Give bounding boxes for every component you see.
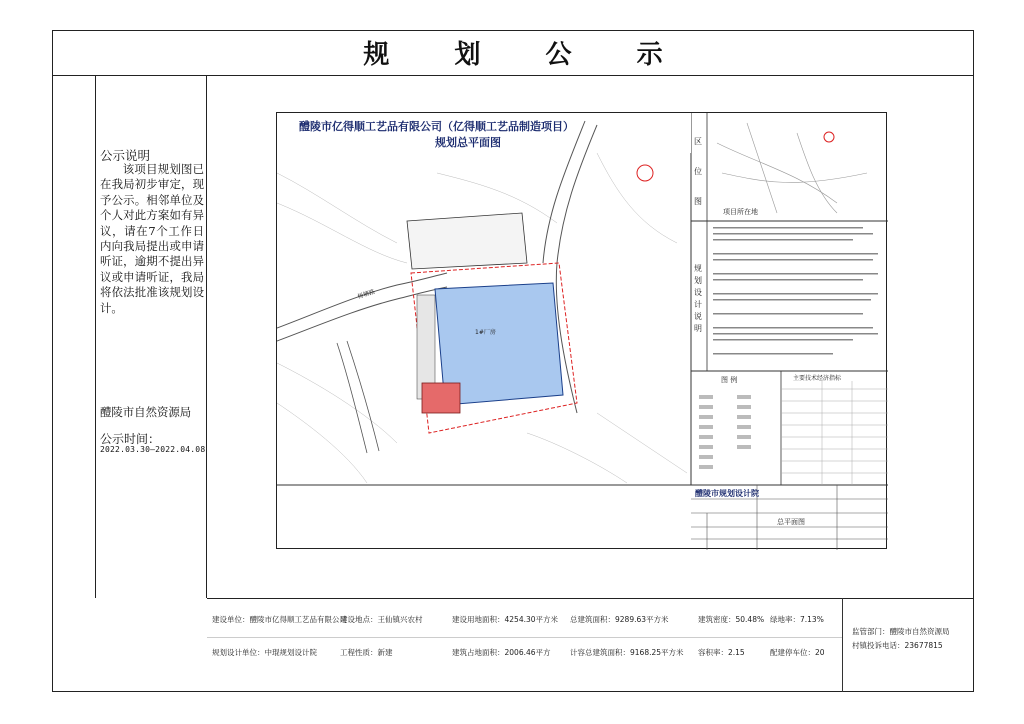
notice-heading: 公示说明 <box>100 148 151 163</box>
sheet-title-line1: 醴陵市亿得顺工艺品有限公司（亿得顺工艺品制造项目） <box>299 120 574 133</box>
supervision-info <box>852 626 950 637</box>
info-field-label: 建设单位： <box>212 615 250 624</box>
info-field-label: 规划设计单位： <box>212 648 265 657</box>
notice-body: 该项目规划图已在我局初步审定，现予公示。相邻单位及个人对此方案如有异议，请在7个工作日内向我局提出或申请听证，逾期不提出异议或申请听证，我局将依法批准该规划设计。 <box>100 162 204 315</box>
info-field-value: 2006.46平方 <box>504 648 551 657</box>
info-field-value: 9168.25平方米 <box>630 648 684 657</box>
info-field-value: 醴陵市亿得顺工艺品有限公司 <box>249 615 347 624</box>
info-field-value: 新建 <box>377 648 393 657</box>
info-field-label: 容积率： <box>698 648 728 657</box>
info-field-label: 建设用地面积： <box>452 615 505 624</box>
publish-time-label: 公示时间： <box>100 432 161 446</box>
site-plan-drawing <box>277 113 888 550</box>
info-field-label: 建设地点： <box>340 615 378 624</box>
info-field-label: 计容总建筑面积： <box>570 648 630 657</box>
location-map-label: 区位图 <box>694 137 702 206</box>
design-notes-label: 规划设计说明 <box>694 264 702 333</box>
info-field <box>452 614 558 625</box>
info-bar-divider <box>842 598 843 692</box>
info-field <box>698 614 764 625</box>
tech-table-title: 主要技术经济指标 <box>793 375 842 382</box>
road-label: 杨塘路 <box>356 288 376 301</box>
complaint-phone <box>852 640 943 651</box>
info-field-value: 王仙镇兴农村 <box>377 615 423 624</box>
info-field-label: 配建停车位： <box>770 648 815 657</box>
info-field <box>770 647 825 658</box>
info-bar-row-divider <box>207 637 842 638</box>
poster-title-row <box>52 30 974 76</box>
info-field-value: 9289.63平方米 <box>615 615 669 624</box>
phone-value: 23677815 <box>904 641 943 650</box>
info-field <box>340 647 393 658</box>
info-field <box>212 647 317 658</box>
info-field <box>698 647 745 658</box>
info-field <box>570 647 684 658</box>
info-field <box>212 614 347 625</box>
info-field-label: 绿地率： <box>770 615 800 624</box>
notice-org: 醴陵市自然资源局 <box>100 405 192 419</box>
info-field-label: 建筑密度： <box>698 615 736 624</box>
phone-label: 村镇投诉电话： <box>852 641 905 650</box>
info-field-label: 总建筑面积： <box>570 615 615 624</box>
info-field-value: 4254.30平方米 <box>504 615 559 624</box>
info-field-value: 50.48% <box>735 615 765 624</box>
info-field-label: 建筑占地面积： <box>452 648 505 657</box>
supervision-value: 醴陵市自然资源局 <box>889 627 950 636</box>
poster-title: 规 划 公 示 <box>363 40 691 70</box>
institute-name: 醴陵市规划设计院 <box>695 489 759 498</box>
info-field-label: 工程性质： <box>340 648 378 657</box>
supervision-label: 监管部门： <box>852 627 890 636</box>
location-caption: 项目所在地 <box>723 208 758 216</box>
legend-title: 图 例 <box>721 376 738 384</box>
info-field <box>452 647 551 658</box>
info-field <box>570 614 669 625</box>
info-field-value: 中琨规划设计院 <box>264 648 317 657</box>
drawing-name: 总平面图 <box>777 518 805 526</box>
info-field-value: 2.15 <box>728 648 745 657</box>
info-field <box>770 614 824 625</box>
publish-time-value: 2022.03.30—2022.04.08 <box>100 445 206 454</box>
info-field-value: 20 <box>815 648 825 657</box>
building-label: 1#厂房 <box>475 329 496 336</box>
info-field-value: 7.13% <box>800 615 824 624</box>
info-field <box>340 614 423 625</box>
site-plan-sheet <box>276 112 887 549</box>
sheet-title-line2: 规划总平面图 <box>435 136 501 149</box>
